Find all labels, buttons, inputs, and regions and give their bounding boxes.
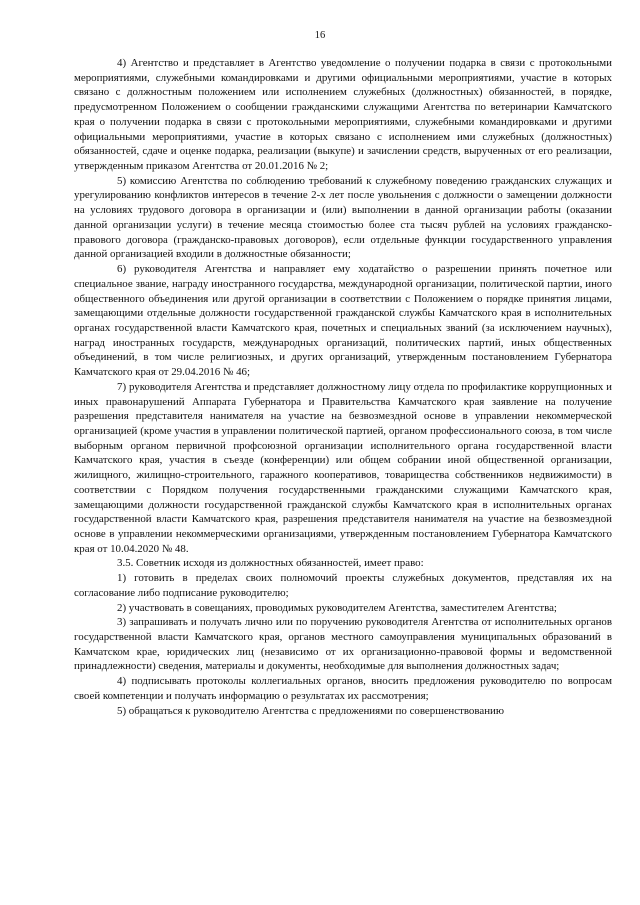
paragraph-right-1-documents: 1) готовить в пределах своих полномочий проекты служебных документов, представляя их на согласование либо подписание руководителю; [74, 572, 612, 599]
paragraph-item-6-honorary-title: 6) руководителя Агентства и направляет ему ходатайство о разрешении принять почетное или специальное звание, награду иностранного государства, международной организации, политической партии, иного общественного объединения или другой организации в соответствии с Положением о порядке принятия лицами, замещающими отдельные должности государственной гражданской службы Камчатского края в исполнительных органах государственной власти Камчатского края, почетных и специальных званий (за исключением научных), наград иностранных государств, международных организаций, политических партий, иных общественных объединений, в том числе религиозных, и других организаций, утвержденным постановлением Губернатора Камчатского края от 29.04.2016 № 46; [74, 263, 612, 379]
paragraph-right-2-meetings: 2) участвовать в совещаниях, проводимых руководителем Агентства, заместителем Агентства; [117, 601, 557, 614]
paragraph-item-5-ethics-commission: 5) комиссию Агентства по соблюдению требований к служебному поведению гражданских служащих и урегулированию конфликтов интересов в течение 2-х лет после увольнения с должности о замещении должности на условиях трудового договора в организации и (или) выполнении в данной организации работы (оказании данной организации услуги) в течение месяца стоимостью более ста тысяч рублей на условиях гражданско-правового договора (гражданско-правовых договоров), если отдельные функции государственного управления данной организацией входили в должностные обязанности; [74, 174, 612, 261]
paragraph-item-4-gift-notice: 4) Агентство и представляет в Агентство уведомление о получении подарка в связи с протокольными мероприятиями, служебными командировками и другими официальными мероприятиями, участие в которых связано с должностным положением или исполнением служебных (должностных) обязанностей, в порядке, предусмотренном Положением о сообщении гражданскими служащими Агентства по ветеринарии Камчатского края о получении подарка в связи с протокольными мероприятиями, служебными командировками и другими официальными мероприятиями, участие в которых связано с исполнением ими служебных (должностных) обязанностей, сдаче и оценке подарка, реализации (выкупе) и зачислении средств, вырученных от его реализации, утвержденным приказом Агентства от 20.01.2016 № 2; [74, 57, 612, 173]
document-body [74, 56, 612, 718]
page-number: 16 [314, 30, 326, 41]
section-3-5-rights-heading: 3.5. Советник исходя из должностных обязанностей, имеет право: [117, 557, 424, 570]
paragraph-right-5-proposals: 5) обращаться к руководителю Агентства с предложениями по совершенствованию [117, 704, 504, 717]
paragraph-right-4-protocols: 4) подписывать протоколы коллегиальных органов, вносить предложения руководителю по вопросам своей компетенции и получать информацию о результатах их рассмотрения; [74, 675, 612, 702]
paragraph-right-3-requests: 3) запрашивать и получать лично или по поручению руководителя Агентства от исполнительных органов государственной власти Камчатского края, органов местного самоуправления муниципальных образований в Камчатском крае, юридических лиц (независимо от их организационно-правовой формы и ведомственной принадлежности) сведения, материалы и документы, необходимые для выполнения должностных задач; [74, 616, 612, 673]
paragraph-item-7-noncommercial-management: 7) руководителя Агентства и представляет должностному лицу отдела по профилактике коррупционных и иных правонарушений Аппарата Губернатора и Правительства Камчатского края заявление на получение разрешения представителя нанимателя на участие на безвозмездной основе в управлении некоммерческой организацией (кроме участия в управлении политической партией, органом профессионального союза, в том числе выборным органом первичной профсоюзной организации исполнительного органа государственной власти Камчатского края, участия в съезде (конференции) или общем собрании иной общественной организации, жилищного, жилищно-строительного, гаражного кооперативов, товарищества собственников недвижимости) в соответствии с Порядком получения государственными гражданскими служащими Камчатского края, замещающими должности государственной гражданской службы Камчатского края в исполнительных органах государственной власти Камчатского края, разрешения представителя нанимателя на участие на безвозмездной основе в управлении некоммерческими организациями, утвержденным постановлением Губернатора Камчатского края от 10.04.2020 № 48. [74, 380, 612, 555]
